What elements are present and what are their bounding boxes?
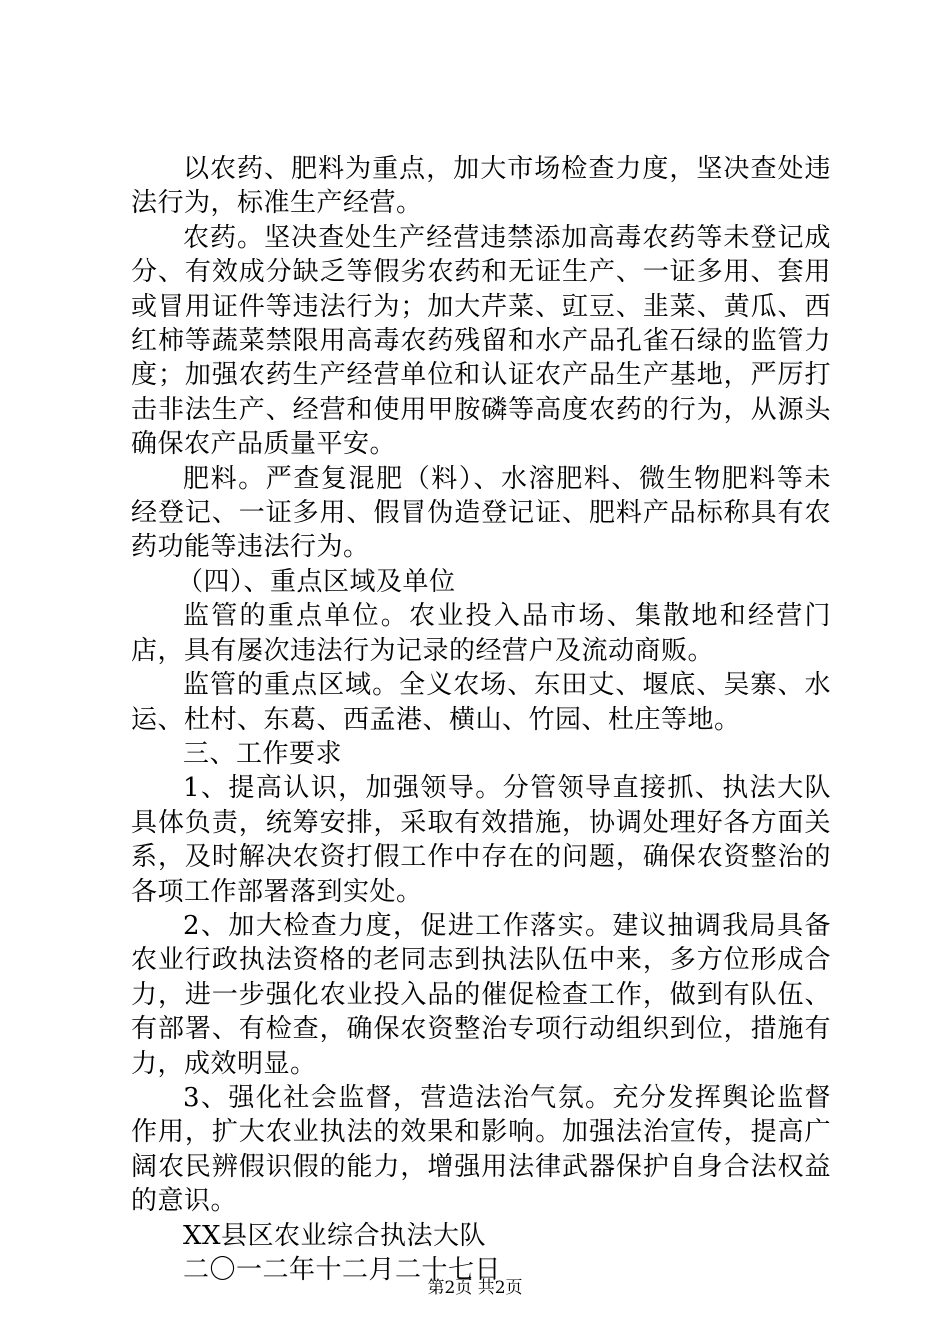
document-body (131, 152, 831, 1287)
section-heading-key-areas: （四）、重点区域及单位 (177, 566, 456, 597)
pesticide-paragraph: 农药。坚决查处生产经营违禁添加高毒农药等未登记成分、有效成分缺乏等假劣农药和无证生产、一证多用、套用或冒用证件等违法行为；加大芹菜、豇豆、韭菜、黄瓜、西红柿等蔬菜禁限用高毒农药残留和水产品孔雀石绿的监管力度；加强农药生产经营单位和认证农产品生产基地，严厉打击非法生产、经营和使用甲胺磷等高度农药的行为，从源头确保农产品质量平安。 (131, 222, 831, 460)
requirement-item-3: 3、强化社会监督，营造法治气氛。充分发挥舆论监督作用，扩大农业执法的效果和影响。加强法治宣传，提高广阔农民辨假识假的能力，增强用法律武器保护自身合法权益的意识。 (131, 1082, 831, 1217)
fertilizer-paragraph: 肥料。严查复混肥（料）、水溶肥料、微生物肥料等未经登记、一证多用、假冒伪造登记证、肥料产品标称具有农药功能等违法行为。 (131, 463, 831, 563)
section-heading-requirements: 三、工作要求 (183, 738, 343, 769)
key-units-paragraph: 监管的重点单位。农业投入品市场、集散地和经营门店，具有屡次违法行为记录的经营户及流动商贩。 (131, 601, 831, 666)
signature-date: 二〇一二年十二月二十七日 (183, 1255, 502, 1285)
key-areas-paragraph: 监管的重点区域。全义农场、东田丈、堰底、吴寨、水运、杜村、东葛、西孟港、横山、竹园、杜庄等地。 (131, 670, 831, 735)
signature-organization: XX县区农业综合执法大队 (183, 1220, 487, 1251)
requirement-item-1: 1、提高认识，加强领导。分管领导直接抓、执法大队具体负责，统筹安排，采取有效措施，协调处理好各方面关系，及时解决农资打假工作中存在的问题，确保农资整治的各项工作部署落到实处。 (131, 773, 831, 907)
requirement-item-2: 2、加大检查力度，促进工作落实。建议抽调我局具备农业行政执法资格的老同志到执法队伍中来，多方位形成合力，进一步强化农业投入品的催促检查工作，做到有队伍、有部署、有检查，确保农资整治专项行动组织到位，措施有力，成效明显。 (131, 910, 831, 1079)
intro-paragraph: 以农药、肥料为重点，加大市场检查力度，坚决查处违法行为，标准生产经营。 (131, 154, 831, 219)
page-number-footer: 第2页 共2页 (427, 1278, 523, 1298)
